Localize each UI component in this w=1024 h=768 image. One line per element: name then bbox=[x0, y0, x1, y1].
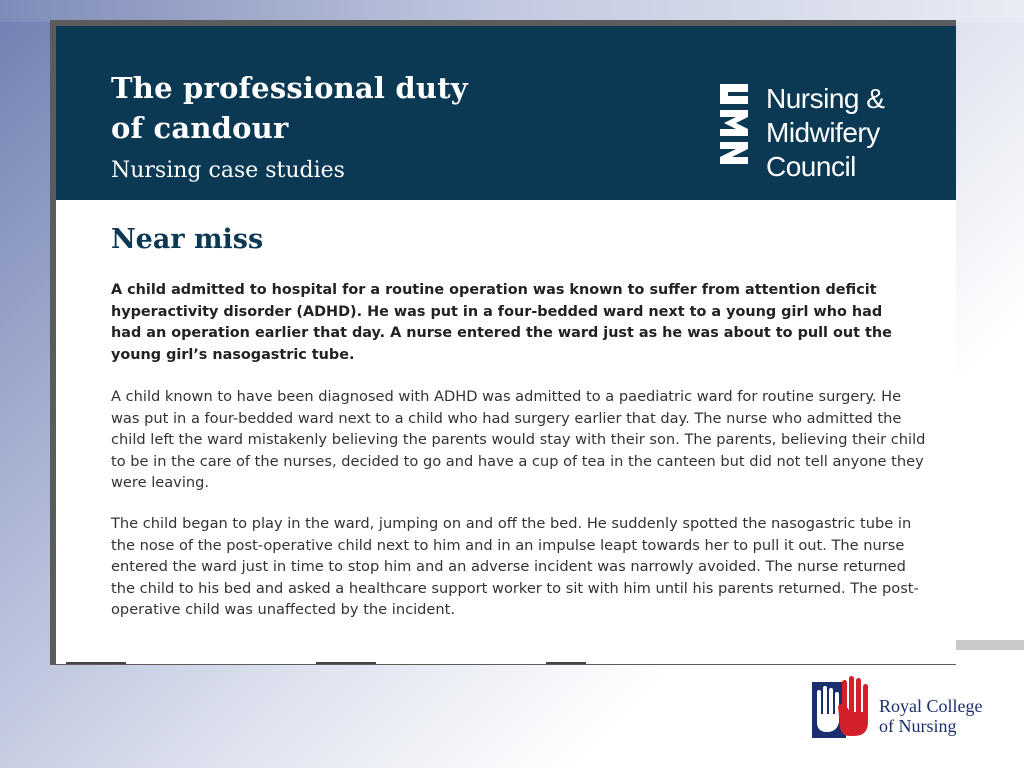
nmc-logo-text bbox=[766, 82, 884, 184]
nmc-logo-mark-icon bbox=[716, 82, 752, 174]
document-page bbox=[56, 26, 956, 664]
nmc-logo-word: Midwifery bbox=[766, 117, 880, 148]
slide-divider-bar bbox=[956, 640, 1024, 650]
nmc-logo bbox=[716, 82, 916, 182]
case-paragraph: The child began to play in the ward, jumping on and off the bed. He suddenly spotted the nasogastric tube in the nose of the post-operative child next to him and in an impulse leapt towards her to pull it out. The nurse entered the ward just in time to stop him and an adverse incident was narrowly avoided. The nurse returned the child to his bed and asked a healthcare support worker to sit with him until his parents returned. The post-operative child was unaffected by the incident. bbox=[111, 515, 919, 618]
case-summary: A child admitted to hospital for a routine operation was known to suffer from attention deficit hyperactivity disorder (ADHD). He was put in a four-bedded ward next to a young girl who had had an operation earlier that day. A nurse entered the ward just as he was about to pull out the young girl’s nasogastric tube. bbox=[111, 282, 892, 363]
nmc-logo-word: Council bbox=[766, 151, 856, 182]
document-subtitle: Nursing case studies bbox=[111, 158, 345, 183]
rcn-logo bbox=[812, 676, 992, 746]
slide-background-strip bbox=[0, 0, 1024, 22]
rcn-logo-line: of Nursing bbox=[879, 716, 957, 736]
case-paragraph: A child known to have been diagnosed with ADHD was admitted to a paediatric ward for routine surgery. He was put in a four-bedded ward next to a child who had surgery earlier that day. The nurse who admitted the child left the ward mistakenly believing the parents would stay with their son. The parents, believing their child to be in the care of the nurses, decided to go and have a cup of tea in the canteen but did not tell anyone they were leaving. bbox=[111, 388, 926, 491]
rcn-logo-text bbox=[879, 696, 982, 736]
document-title: The professional duty of candour bbox=[111, 71, 468, 145]
document-header bbox=[56, 26, 956, 200]
nmc-logo-word: Nursing & bbox=[766, 83, 885, 114]
section-heading: Near miss bbox=[111, 224, 264, 255]
rcn-logo-line: Royal College bbox=[879, 696, 983, 716]
document-edge-lines bbox=[66, 662, 946, 664]
rcn-hands-icon bbox=[812, 676, 872, 740]
